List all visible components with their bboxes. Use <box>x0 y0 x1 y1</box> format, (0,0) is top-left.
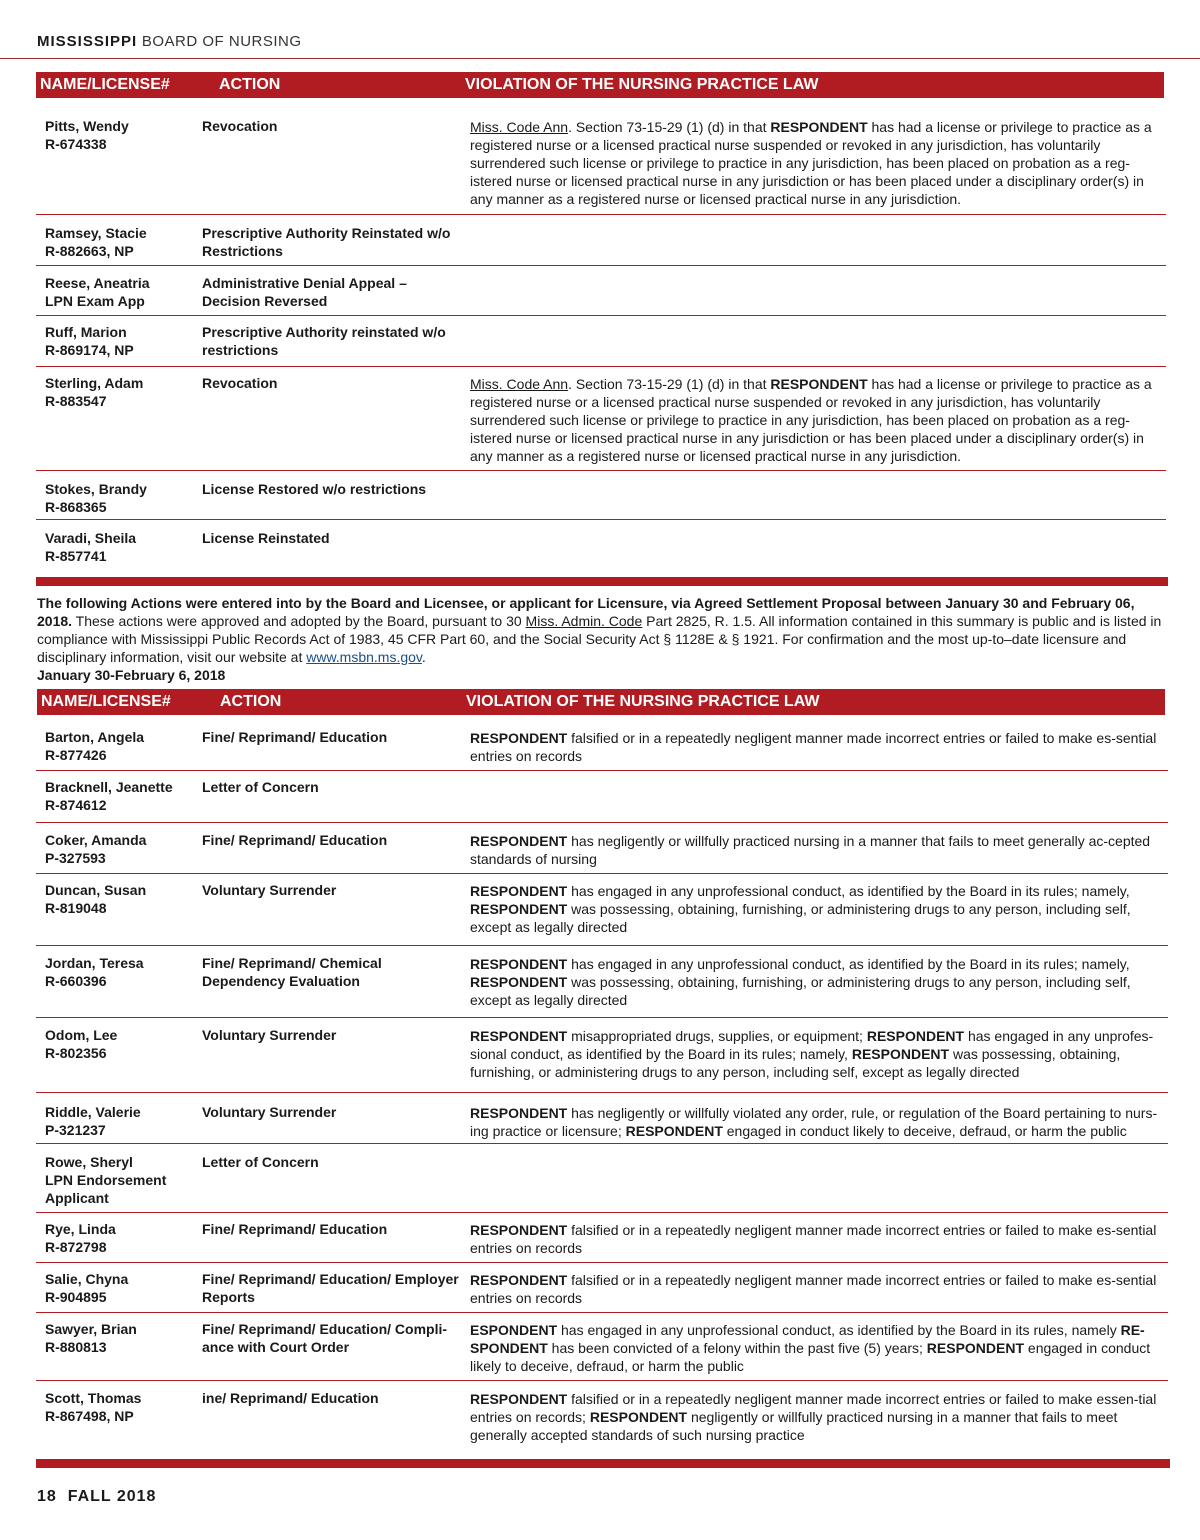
violation-text: has had a license or privilege to practice as a registered nurse or a licensed practical nurse suspended or revoked in any jurisdiction, has voluntarily surrendered such license or privilege to practice in any jurisdiction, has been placed on probation as a reg-istered nurse or licensed practical nurse in any jurisdiction or has been placed under a disciplinary order(s) in any manner as a registered nurse or licensed practical nurse in any jurisdiction. <box>470 119 1152 207</box>
violation-text: . Section 73-15-29 (1) (d) in that <box>568 119 771 135</box>
license-number: R-904895 <box>45 1289 107 1305</box>
violation-text: engaged in conduct likely to deceive, defraud, or harm the public <box>470 1340 1151 1374</box>
row-separator <box>36 945 1168 946</box>
action-cell: Voluntary Surrender <box>202 882 337 898</box>
action-cell: Fine/ Reprimand/ Chemical Dependency Evaluation <box>202 955 382 989</box>
respondent-term: RESPONDENT <box>470 1028 568 1044</box>
license-number: LPN Exam App <box>45 293 145 309</box>
action-cell: Fine/ Reprimand/ Education <box>202 1221 388 1237</box>
violation-text: has had a license or privilege to practice as a registered nurse or a licensed practical nurse suspended or revoked in any jurisdiction, has voluntarily surrendered such license or privilege to practice in any jurisdiction, has been placed on probation as a reg-istered nurse or licensed practical nurse in any jurisdiction or has been placed under a disciplinary order(s) in any manner as a registered nurse or licensed practical nurse in any jurisdiction. <box>470 376 1152 464</box>
header-board: BOARD OF NURSING <box>141 33 302 50</box>
licensee-name: Sawyer, Brian <box>45 1321 137 1337</box>
licensee-name: Pitts, Wendy <box>45 118 129 134</box>
header-state: MISSISSIPPI <box>37 33 138 50</box>
intro-date-range: January 30-February 6, 2018 <box>37 667 226 683</box>
violation-text: has negligently or willfully practiced nursing in a manner that fails to meet generally ac-cepted standards of nursing <box>470 833 1151 867</box>
respondent-term: RESPONDENT <box>926 1340 1025 1356</box>
table1-header <box>36 72 1164 98</box>
row-separator <box>36 470 1166 471</box>
licensee-name: Rye, Linda <box>45 1221 116 1237</box>
licensee-name: Bracknell, Jeanette <box>45 779 173 795</box>
license-number: R-877426 <box>45 747 107 763</box>
intro-part1: These actions were approved and adopted by the Board, pursuant to 30 <box>72 613 526 629</box>
licensee-name: Duncan, Susan <box>45 882 147 898</box>
licensee-name: Reese, Aneatria <box>45 275 150 291</box>
action-cell: Prescriptive Authority reinstated w/o restrictions <box>202 324 446 358</box>
violation-text: falsified or in a repeatedly negligent manner made incorrect entries or failed to make essen-tial entries on records; <box>470 1391 1157 1425</box>
violation-text: . Section 73-15-29 (1) (d) in that <box>568 376 771 392</box>
intro-part3: . <box>421 649 426 665</box>
violation-text: falsified or in a repeatedly negligent manner made incorrect entries or failed to make es-sential entries on records <box>470 1272 1157 1306</box>
violation-text: has been convicted of a felony within the past five (5) years; <box>547 1340 927 1356</box>
row-separator <box>36 265 1166 266</box>
respondent-term: RESPONDENT <box>470 1391 568 1407</box>
violation-cell <box>470 729 1170 765</box>
respondent-term: RESPONDENT <box>851 1046 950 1062</box>
violation-cell <box>470 1271 1170 1307</box>
violation-text: has engaged in any unprofessional conduct, as identified by the Board in its rules; namely, <box>567 883 1130 899</box>
licensee-name-cell <box>45 1220 195 1256</box>
licensee-name: Ramsey, Stacie <box>45 225 147 241</box>
action-cell: Voluntary Surrender <box>202 1104 337 1120</box>
licensee-name-cell <box>45 1389 195 1425</box>
row-separator <box>36 315 1166 316</box>
violation-text: has engaged in any unprofessional conduct, as identified by the Board in its rules, namely <box>557 1322 1121 1338</box>
header-rule <box>0 58 1200 59</box>
respondent-term: RESPONDENT <box>470 1105 568 1121</box>
licensee-name: Rowe, Sheryl <box>45 1154 133 1170</box>
bottom-divider <box>36 1459 1170 1468</box>
intro-lead: The following Actions were entered into by the Board and Licensee, or applicant for Licensure, via Agreed Settlement Proposal between January 30 and February 06, 2018. <box>37 595 1135 629</box>
row-separator <box>36 822 1168 823</box>
violation-text: negligently or willfully practiced nursing in a manner that fails to meet generally accepted standards of such nursing practice <box>470 1409 1118 1443</box>
licensee-name-cell <box>45 374 195 410</box>
licensee-name-cell <box>45 480 195 516</box>
violation-text: has engaged in any unprofessional conduct, as identified by the Board in its rules; namely, <box>567 956 1130 972</box>
respondent-term: RESPONDENT <box>470 1222 568 1238</box>
license-number: P-327593 <box>45 850 106 866</box>
action-cell: Fine/ Reprimand/ Education/ Compli-ance with Court Order <box>202 1321 448 1355</box>
violation-cell <box>470 118 1170 208</box>
row-separator <box>36 1380 1168 1381</box>
action-cell: License Restored w/o restrictions <box>202 481 427 497</box>
row-separator <box>36 770 1168 771</box>
respondent-term: RESPONDENT <box>470 956 568 972</box>
col-action-heading: ACTION <box>219 76 281 93</box>
action-cell: Fine/ Reprimand/ Education <box>202 832 388 848</box>
licensee-name: Barton, Angela <box>45 729 145 745</box>
licensee-name: Ruff, Marion <box>45 324 127 340</box>
violation-cell <box>470 1104 1170 1140</box>
action-cell: Revocation <box>202 375 278 391</box>
intro-part2: Part 2825, R. 1.5. All information contained in this summary is public and is listed in compliance with Mississippi Public Records Act of 1983, 45 CFR Part 60, and the Social Security Act § 1128E & § 1921. For confirmation and the most up-to–date licensure and disciplinary information, visit our website at <box>37 613 1162 665</box>
licensee-name-cell <box>45 1103 195 1139</box>
licensee-name-cell <box>45 274 195 310</box>
violation-text: was possessing, obtaining, furnishing, or administering drugs to any person, including self, except as legally directed <box>470 974 1131 1008</box>
col-violation-heading-2: VIOLATION OF THE NURSING PRACTICE LAW <box>466 693 820 710</box>
page-footer <box>37 1488 156 1506</box>
table2-header <box>37 689 1165 715</box>
licensee-name-cell <box>45 954 195 990</box>
license-number: R-857741 <box>45 548 107 564</box>
respondent-term: RESPONDENT <box>470 730 568 746</box>
issue-label: FALL 2018 <box>67 1488 157 1505</box>
col-name-heading: NAME/LICENSE# <box>40 76 170 93</box>
respondent-term: RESPONDENT <box>470 1272 568 1288</box>
violation-cell <box>470 832 1170 868</box>
respondent-term: RESPONDENT <box>470 901 568 917</box>
row-separator <box>36 1212 1168 1213</box>
licensee-name: Stokes, Brandy <box>45 481 147 497</box>
action-cell: License Reinstated <box>202 530 330 546</box>
action-cell: Fine/ Reprimand/ Education/ Employer Reports <box>202 1271 459 1305</box>
licensee-name: Sterling, Adam <box>45 375 144 391</box>
violation-text: has negligently or willfully violated any order, rule, or regulation of the Board pertaining to nurs-ing practice or licensure; <box>470 1105 1158 1139</box>
licensee-name: Salie, Chyna <box>45 1271 129 1287</box>
website-link[interactable]: www.msbn.ms.gov <box>306 649 422 665</box>
violation-cell <box>470 882 1170 936</box>
licensee-name-cell <box>45 831 195 867</box>
license-number: R-802356 <box>45 1045 107 1061</box>
respondent-term: RESPONDENT <box>770 376 868 392</box>
license-number: R-880813 <box>45 1339 107 1355</box>
licensee-name-cell <box>45 224 195 260</box>
row-separator <box>36 214 1166 215</box>
respondent-term: RESPONDENT <box>625 1123 723 1139</box>
licensee-name-cell <box>45 1153 195 1207</box>
action-cell: ine/ Reprimand/ Education <box>202 1390 379 1406</box>
intro-code: Miss. Admin. Code <box>525 613 643 629</box>
violation-text: engaged in conduct likely to deceive, defraud, or harm the public <box>722 1123 1127 1139</box>
licensee-name: Varadi, Sheila <box>45 530 137 546</box>
violation-cell <box>470 955 1170 1009</box>
license-number: R-674338 <box>45 136 107 152</box>
col-action-heading-2: ACTION <box>220 693 282 710</box>
licensee-name: Jordan, Teresa <box>45 955 144 971</box>
code-citation: Miss. Code Ann <box>470 119 569 135</box>
license-number: R-867498, NP <box>45 1408 134 1424</box>
violation-cell <box>470 1321 1170 1375</box>
license-number: R-872798 <box>45 1239 107 1255</box>
licensee-name-cell <box>45 323 195 359</box>
respondent-term: ESPONDENT <box>470 1322 558 1338</box>
action-cell: Fine/ Reprimand/ Education <box>202 729 388 745</box>
row-separator <box>36 1017 1168 1018</box>
action-cell: Letter of Concern <box>202 1154 319 1170</box>
violation-text: has engaged in any unprofes-sional conduct, as identified by the Board in its rules; namely, <box>470 1028 1154 1062</box>
row-separator <box>36 1143 1168 1144</box>
violation-text: falsified or in a repeatedly negligent manner made incorrect entries or failed to make es-sential entries on records <box>470 730 1157 764</box>
licensee-name-cell <box>45 529 195 565</box>
action-cell: Revocation <box>202 118 278 134</box>
row-separator <box>36 519 1166 520</box>
action-cell: Administrative Denial Appeal – Decision Reversed <box>202 275 407 309</box>
license-number: R-869174, NP <box>45 342 134 358</box>
licensee-name-cell <box>45 1026 195 1062</box>
respondent-term: RESPONDENT <box>470 883 568 899</box>
license-number: LPN Endorsement Applicant <box>45 1172 167 1206</box>
row-separator <box>36 1092 1168 1093</box>
action-cell: Voluntary Surrender <box>202 1027 337 1043</box>
violation-cell <box>470 1221 1170 1257</box>
violation-cell <box>470 1390 1170 1444</box>
licensee-name-cell <box>45 1320 195 1356</box>
licensee-name: Riddle, Valerie <box>45 1104 141 1120</box>
respondent-term: RESPONDENT <box>470 974 568 990</box>
licensee-name: Coker, Amanda <box>45 832 147 848</box>
col-name-heading-2: NAME/LICENSE# <box>41 693 171 710</box>
violation-cell <box>470 375 1170 465</box>
license-number: P-321237 <box>45 1122 106 1138</box>
row-separator <box>36 366 1166 367</box>
agreed-settlement-intro <box>37 594 1167 684</box>
respondent-term: RE-SPONDENT <box>470 1322 1145 1356</box>
licensee-name-cell <box>45 117 195 153</box>
license-number: R-883547 <box>45 393 107 409</box>
respondent-term: RESPONDENT <box>770 119 868 135</box>
licensee-name: Scott, Thomas <box>45 1390 142 1406</box>
license-number: R-882663, NP <box>45 243 134 259</box>
license-number: R-874612 <box>45 797 107 813</box>
respondent-term: RESPONDENT <box>866 1028 965 1044</box>
row-separator <box>36 873 1168 874</box>
violation-cell <box>470 1027 1170 1081</box>
respondent-term: RESPONDENT <box>470 833 568 849</box>
violation-text: misappropriated drugs, supplies, or equipment; <box>567 1028 867 1044</box>
respondent-term: RESPONDENT <box>589 1409 688 1425</box>
violation-text: was possessing, obtaining, furnishing, or administering drugs to any person, including self, except as legally directed <box>470 1046 1121 1080</box>
page-number: 18 <box>37 1488 57 1505</box>
violation-text: was possessing, obtaining, furnishing, or administering drugs to any person, including self, except as legally directed <box>470 901 1131 935</box>
license-number: R-868365 <box>45 499 107 515</box>
col-violation-heading: VIOLATION OF THE NURSING PRACTICE LAW <box>465 76 819 93</box>
row-separator <box>36 1312 1168 1313</box>
license-number: R-660396 <box>45 973 107 989</box>
licensee-name-cell <box>45 728 195 764</box>
licensee-name-cell <box>45 1270 195 1306</box>
license-number: R-819048 <box>45 900 107 916</box>
action-cell: Prescriptive Authority Reinstated w/o Restrictions <box>202 225 451 259</box>
licensee-name-cell <box>45 778 195 814</box>
violation-text: falsified or in a repeatedly negligent manner made incorrect entries or failed to make es-sential entries on records <box>470 1222 1157 1256</box>
licensee-name: Odom, Lee <box>45 1027 118 1043</box>
licensee-name-cell <box>45 881 195 917</box>
publication-header <box>37 33 302 50</box>
row-separator <box>36 1262 1168 1263</box>
code-citation: Miss. Code Ann <box>470 376 569 392</box>
action-cell: Letter of Concern <box>202 779 319 795</box>
section-divider <box>36 577 1168 586</box>
